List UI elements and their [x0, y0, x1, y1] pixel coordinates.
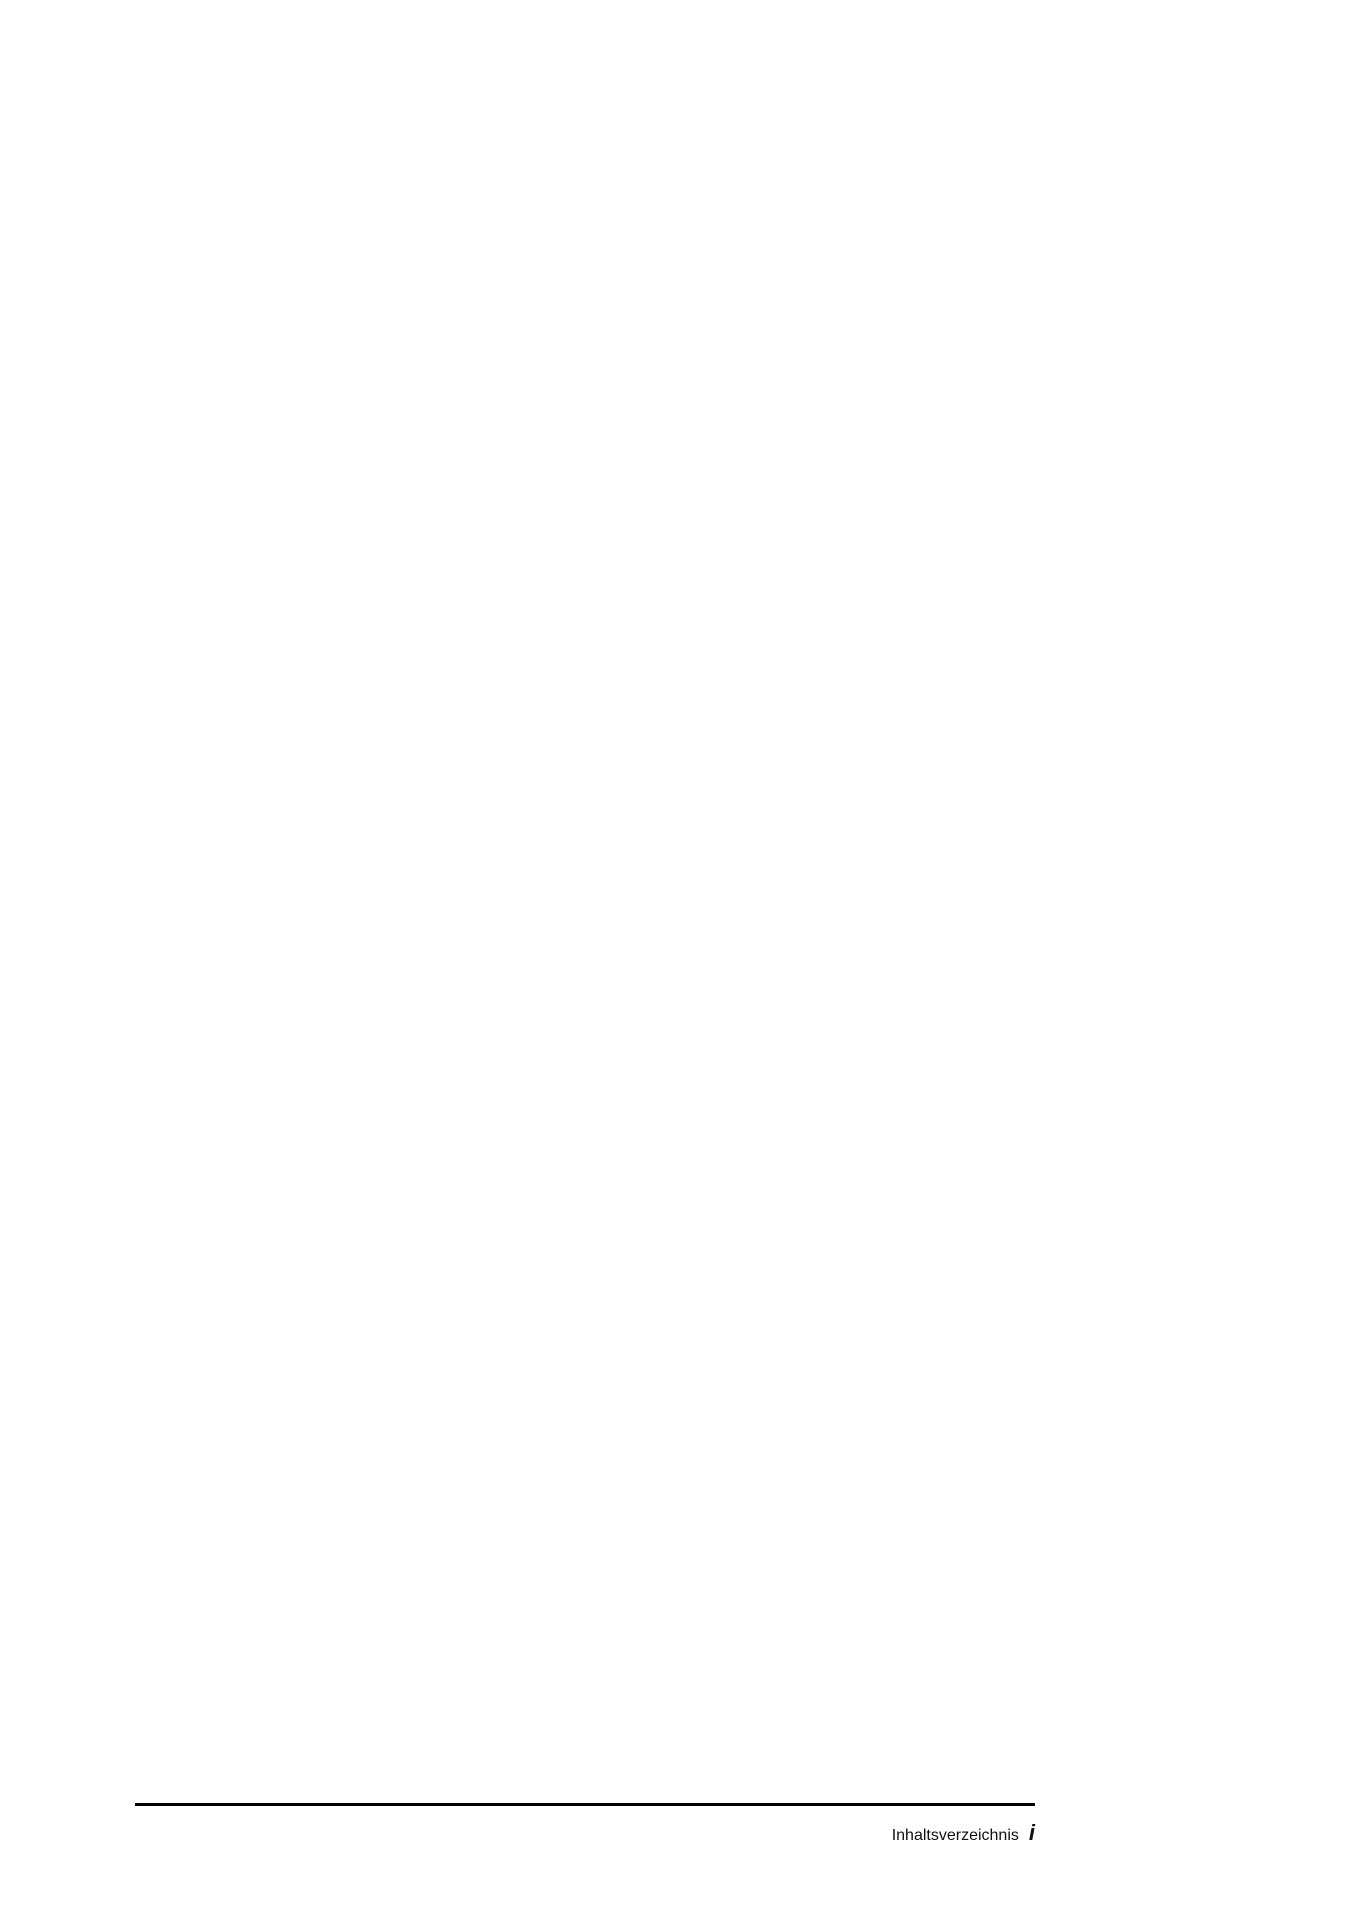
footer-divider	[135, 1803, 1035, 1806]
page-footer	[135, 1803, 1035, 1846]
toc-list	[135, 212, 1035, 1493]
footer-label: Inhaltsverzeichnis	[891, 1827, 1019, 1844]
footer-page-number: i	[1028, 1820, 1035, 1845]
toc-row-section	[135, 1470, 1035, 1493]
toc-entry	[239, 1470, 1035, 1493]
